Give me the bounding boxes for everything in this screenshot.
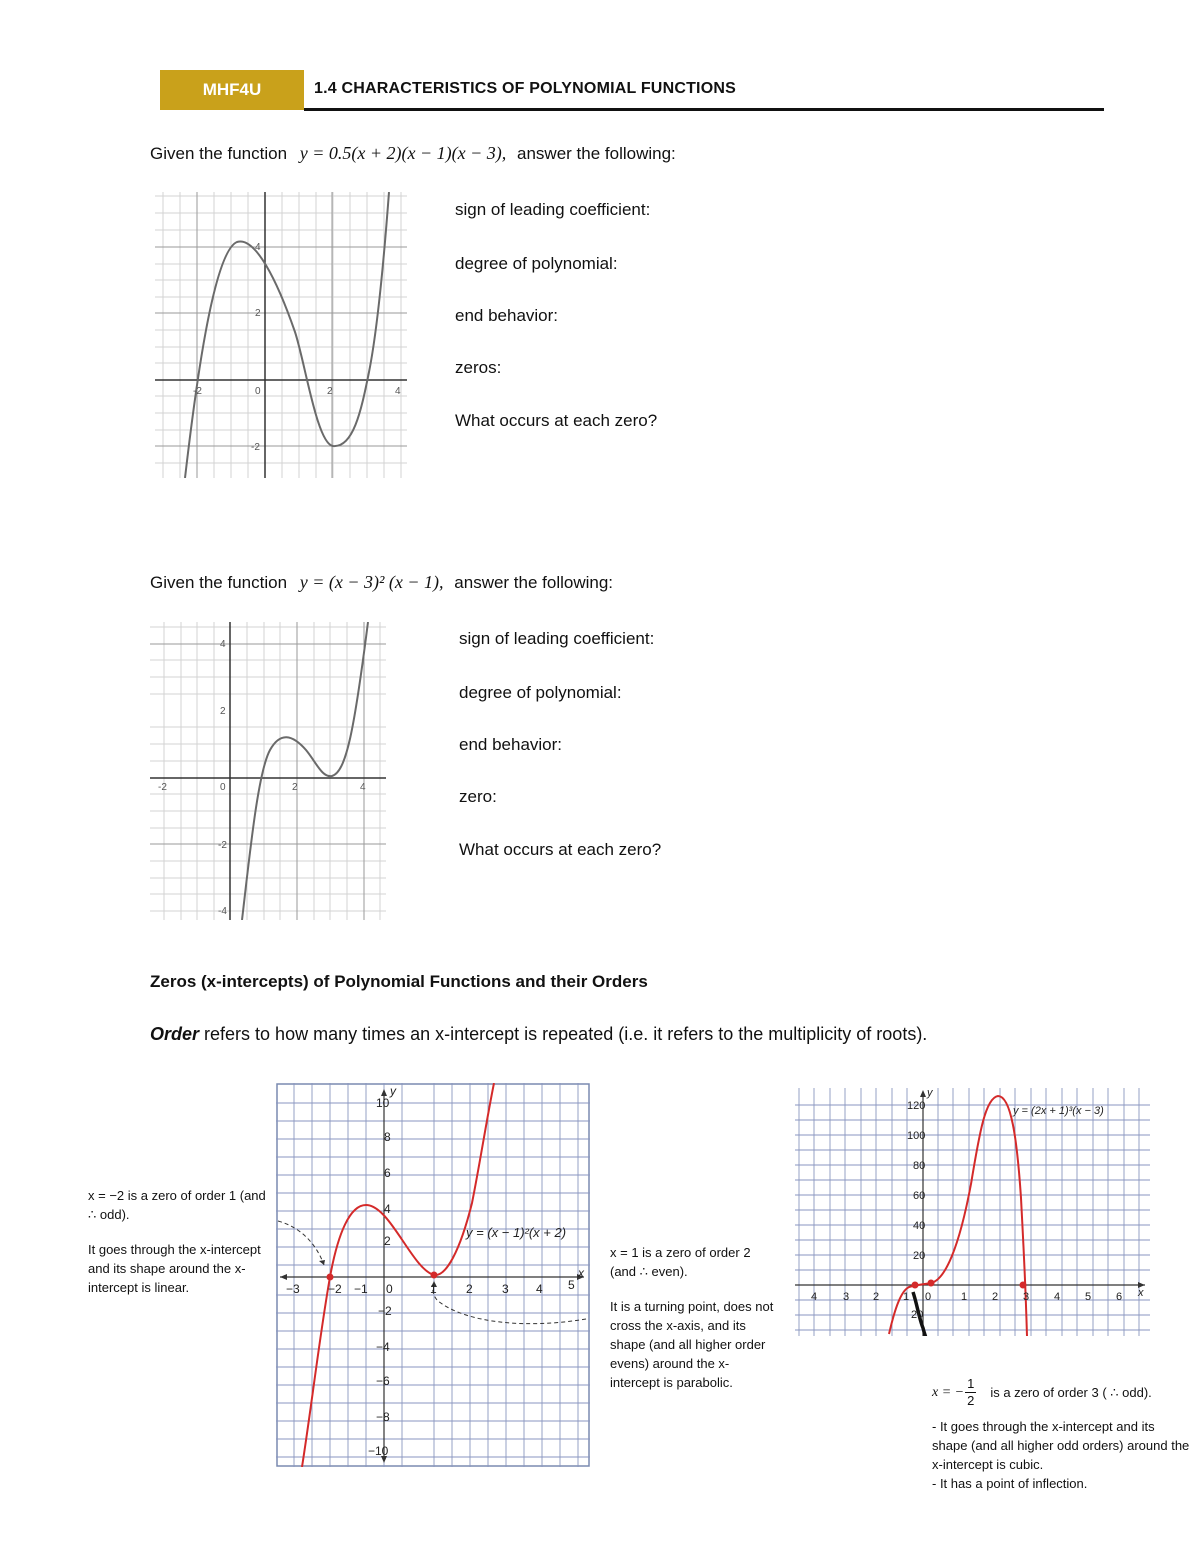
- g4-ytick-0: 120: [907, 1100, 926, 1112]
- g3-xtick-8: 5: [568, 1278, 575, 1292]
- problem1-prompt-before: Given the function: [150, 144, 288, 163]
- g4-equation-label: y = (2x + 1)³(x − 3): [1013, 1105, 1104, 1117]
- note-order1-b: It goes through the x-intercept and its shape around the x-intercept is linear.: [88, 1242, 261, 1295]
- note-order3-lhs: x = −: [932, 1385, 965, 1400]
- g3-xtick-4: 1: [430, 1282, 437, 1296]
- header-rule: [304, 108, 1104, 111]
- g3-xtick-7: 4: [536, 1282, 543, 1296]
- g3-xtick-2: −1: [354, 1282, 368, 1296]
- order-definition: [150, 1024, 1150, 1045]
- g3-xtick-1: −2: [328, 1282, 342, 1296]
- g4-axis-y: y: [927, 1088, 933, 1099]
- g4-ytick-5: 20: [913, 1250, 926, 1262]
- g3-xtick-5: 2: [466, 1282, 473, 1296]
- g3-xtick-3: 0: [386, 1282, 393, 1296]
- note-order1: [88, 1186, 266, 1313]
- note-order3-c: - It has a point of inflection.: [932, 1476, 1088, 1491]
- p1-xtick-1: 0: [255, 386, 261, 397]
- g3-ytick-0: 10: [376, 1096, 390, 1110]
- order-graph-cubic: [795, 1088, 1150, 1336]
- g4-xtick-6: 2: [992, 1291, 999, 1303]
- g3-xtick-0: −3: [286, 1282, 300, 1296]
- g4-ytick-2: 80: [913, 1160, 926, 1172]
- p1-question-degree: degree of polynomial:: [455, 254, 618, 273]
- p2-ytick-3: -4: [218, 906, 227, 917]
- note-order3-denominator: 2: [967, 1393, 975, 1408]
- p2-question-zero: zero:: [459, 787, 497, 806]
- g4-xtick-9: 5: [1085, 1291, 1092, 1303]
- g4-ytick-6: 20: [911, 1309, 924, 1321]
- p2-question-occurs: What occurs at each zero?: [459, 840, 662, 859]
- problem2-prompt: [150, 572, 613, 593]
- g4-ytick-1: 100: [907, 1130, 926, 1142]
- section-title: Zeros (x-intercepts) of Polynomial Functions and their Orders: [150, 972, 648, 991]
- g4-xtick-8: 4: [1054, 1291, 1061, 1303]
- g4-xtick-2: 2: [873, 1291, 880, 1303]
- g3-ytick-5: −2: [378, 1304, 392, 1318]
- g3-ytick-9: −10: [368, 1444, 389, 1458]
- g3-axis-x: x: [578, 1266, 584, 1280]
- g3-xtick-6: 3: [502, 1282, 509, 1296]
- problem1-equation: y = 0.5(x + 2)(x − 1)(x − 3),: [299, 143, 507, 163]
- note-order3-fraction: [965, 1376, 976, 1409]
- g3-ytick-3: 4: [384, 1202, 391, 1216]
- problem2-prompt-before: Given the function: [150, 573, 288, 592]
- p2-ytick-2: -2: [218, 840, 227, 851]
- g4-axis-x: x: [1138, 1287, 1144, 1299]
- g4-xtick-3: 1: [903, 1291, 910, 1303]
- problem2-prompt-after: answer the following:: [454, 573, 614, 592]
- p2-xtick-2: 2: [292, 782, 298, 793]
- g3-ytick-2: 6: [384, 1166, 391, 1180]
- g4-xtick-5: 1: [961, 1291, 968, 1303]
- g3-axis-y: y: [390, 1084, 396, 1098]
- lesson-title: 1.4 CHARACTERISTICS OF POLYNOMIAL FUNCTIONS: [314, 80, 736, 97]
- g3-ytick-6: −4: [376, 1340, 390, 1354]
- course-code-tab: MHF4U: [160, 70, 304, 110]
- g4-xtick-10: 6: [1116, 1291, 1123, 1303]
- p2-question-degree: degree of polynomial:: [459, 683, 622, 702]
- note-order2-a: x = 1 is a zero of order 2 (and ∴ even).: [610, 1245, 751, 1279]
- problem2-graph: [150, 622, 386, 920]
- p1-ytick-2: -2: [251, 442, 260, 453]
- order-term: Order: [150, 1024, 200, 1044]
- note-order3-b: - It goes through the x-intercept and its shape (and all higher odd orders) around the x-intercept is cubic.: [932, 1419, 1190, 1472]
- note-order2-b: It is a turning point, does not cross the x-axis, and its shape (and all higher order evens) around the x-intercept is parabolic.: [610, 1299, 774, 1390]
- p1-question-occurs: What occurs at each zero?: [455, 411, 658, 430]
- p2-ytick-0: 4: [220, 639, 226, 650]
- g4-xtick-1: 3: [843, 1291, 850, 1303]
- g4-xtick-7: 3: [1023, 1291, 1030, 1303]
- g4-xtick-4: 0: [925, 1291, 932, 1303]
- p1-question-zeros: zeros:: [455, 358, 502, 377]
- p1-ytick-1: 2: [255, 308, 261, 319]
- p1-xtick-2: 2: [327, 386, 333, 397]
- p1-question-end: end behavior:: [455, 306, 559, 325]
- note-order1-a: x = −2 is a zero of order 1 (and ∴ odd).: [88, 1188, 266, 1222]
- g3-ytick-4: 2: [384, 1234, 391, 1248]
- order-graph-parabolic: [276, 1083, 590, 1467]
- note-order3-heading: [932, 1376, 1192, 1409]
- p1-xtick-3: 4: [395, 386, 401, 397]
- g4-ytick-3: 60: [913, 1190, 926, 1202]
- p2-xtick-0: -2: [158, 782, 167, 793]
- note-order2: [610, 1243, 778, 1408]
- g4-ytick-4: 40: [913, 1220, 926, 1232]
- problem1-prompt-after: answer the following:: [517, 144, 676, 163]
- order-definition-text: refers to how many times an x-intercept is repeated (i.e. it refers to the multiplicity of roots).: [199, 1024, 928, 1044]
- g3-ytick-8: −8: [376, 1410, 390, 1424]
- g3-ytick-1: 8: [384, 1130, 391, 1144]
- p2-xtick-3: 4: [360, 782, 366, 793]
- p2-xtick-1: 0: [220, 782, 226, 793]
- problem2-equation: y = (x − 3)² (x − 1),: [299, 572, 444, 592]
- p2-question-end: end behavior:: [459, 735, 563, 754]
- p2-ytick-1: 2: [220, 706, 226, 717]
- p2-question-sign: sign of leading coefficient:: [459, 629, 655, 648]
- note-order3: [932, 1376, 1192, 1493]
- problem1-prompt: [150, 143, 676, 164]
- g3-ytick-7: −6: [376, 1374, 390, 1388]
- p1-xtick-0: -2: [193, 386, 202, 397]
- g3-equation-label: y = (x − 1)²(x + 2): [466, 1225, 567, 1240]
- problem1-graph: [155, 192, 407, 478]
- note-order3-rhs: is a zero of order 3 ( ∴ odd).: [990, 1385, 1152, 1400]
- g4-xtick-0: 4: [811, 1291, 818, 1303]
- note-order3-numerator: 1: [967, 1376, 975, 1391]
- p1-ytick-0: 4: [255, 242, 261, 253]
- p1-question-sign: sign of leading coefficient:: [455, 200, 651, 219]
